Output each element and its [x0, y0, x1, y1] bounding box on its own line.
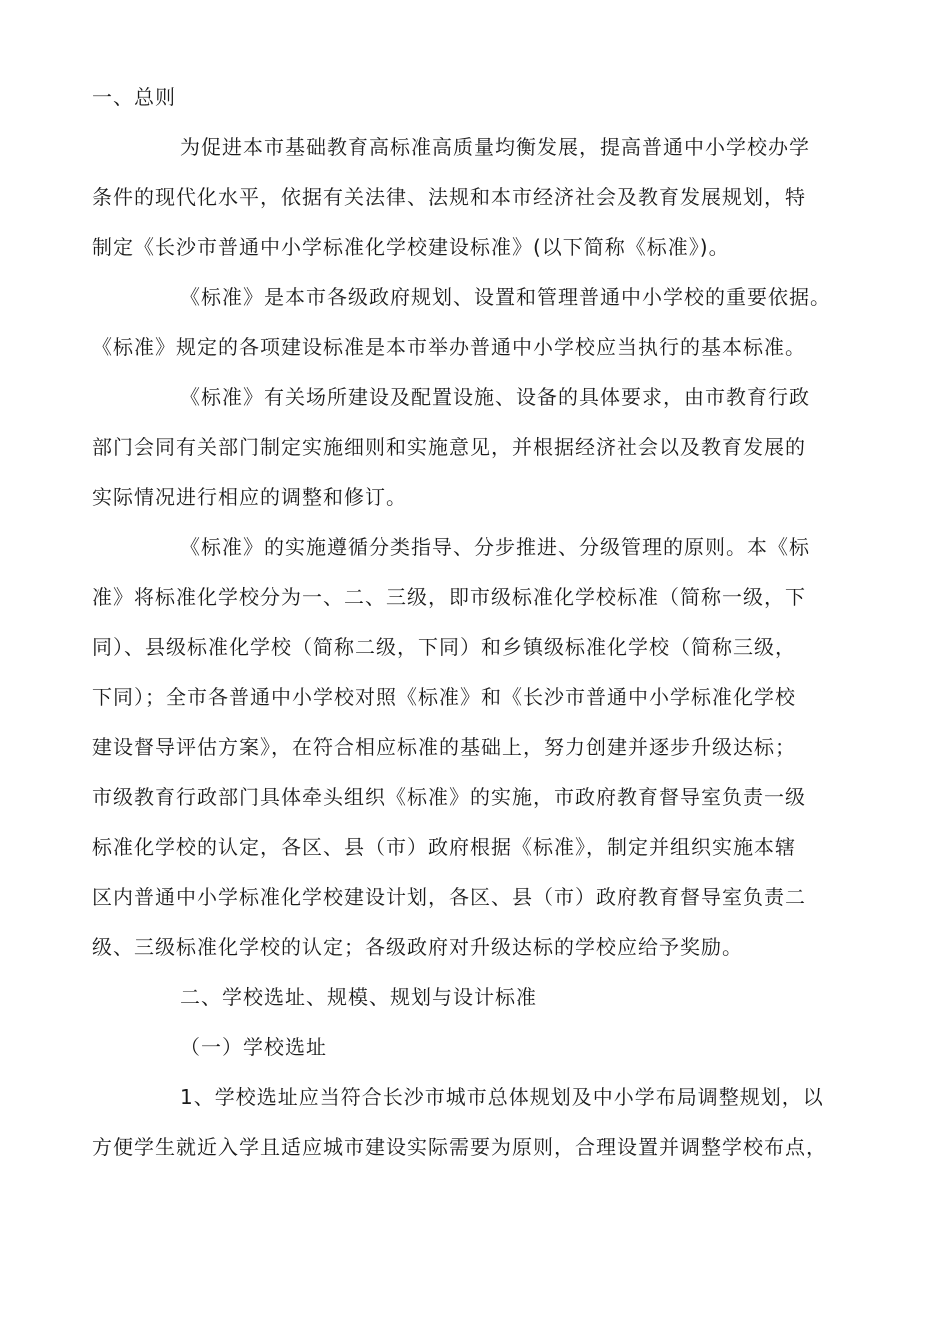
text-line: 下同）；全市各普通中小学校对照《标准》和《长沙市普通中小学标准化学校 [92, 685, 796, 709]
paragraph [92, 972, 862, 1022]
paragraph [92, 72, 862, 122]
paragraph [92, 522, 862, 972]
paragraph [92, 1022, 862, 1072]
text-line: 市级教育行政部门具体牵头组织《标准》的实施，市政府教育督导室负责一级 [92, 785, 806, 809]
paragraph [92, 1072, 862, 1172]
text-line: 级、三级标准化学校的认定；各级政府对升级达标的学校应给予奖励。 [92, 935, 743, 959]
document-body [92, 72, 862, 1172]
text-line: 同）、县级标准化学校（简称二级，下同）和乡镇级标准化学校（简称三级， [92, 635, 796, 659]
paragraph [92, 122, 862, 272]
text-line: 建设督导评估方案》，在符合相应标准的基础上，努力创建并逐步升级达标； [92, 735, 796, 759]
text-line: 条件的现代化水平，依据有关法律、法规和本市经济社会及教育发展规划，特 [92, 185, 806, 209]
text-line: 《标准》有关场所建设及配置设施、设备的具体要求，由市教育行政 [180, 385, 810, 409]
text-line: 《标准》规定的各项建设标准是本市举办普通中小学校应当执行的基本标准。 [92, 335, 806, 359]
text-line: 方便学生就近入学且适应城市建设实际需要为原则，合理设置并调整学校布点， [92, 1135, 827, 1159]
text-line: 准》将标准化学校分为一、二、三级，即市级标准化学校标准（简称一级，下 [92, 585, 806, 609]
text-line: 《标准》的实施遵循分类指导、分步推进、分级管理的原则。本《标 [180, 535, 810, 559]
paragraph [92, 272, 862, 372]
text-line: 二、学校选址、规模、规划与设计标准 [180, 985, 537, 1009]
text-line: 《标准》是本市各级政府规划、设置和管理普通中小学校的重要依据。 [180, 285, 831, 309]
text-line: 部门会同有关部门制定实施细则和实施意见，并根据经济社会以及教育发展的 [92, 435, 806, 459]
text-line: 标准化学校的认定，各区、县（市）政府根据《标准》，制定并组织实施本辖 [92, 835, 796, 859]
text-line: 区内普通中小学标准化学校建设计划，各区、县（市）政府教育督导室负责二 [92, 885, 806, 909]
paragraph [92, 372, 862, 522]
text-line: 制定《长沙市普通中小学标准化学校建设标准》(以下简称《标准》)。 [92, 235, 730, 259]
text-line: 一、总则 [92, 85, 176, 109]
text-line: （一）学校选址 [180, 1035, 327, 1059]
text-line: 1、学校选址应当符合长沙市城市总体规划及中小学布局调整规划，以 [180, 1085, 824, 1109]
text-line: 实际情况进行相应的调整和修订。 [92, 485, 407, 509]
text-line: 为促进本市基础教育高标准高质量均衡发展，提高普通中小学校办学 [180, 135, 810, 159]
